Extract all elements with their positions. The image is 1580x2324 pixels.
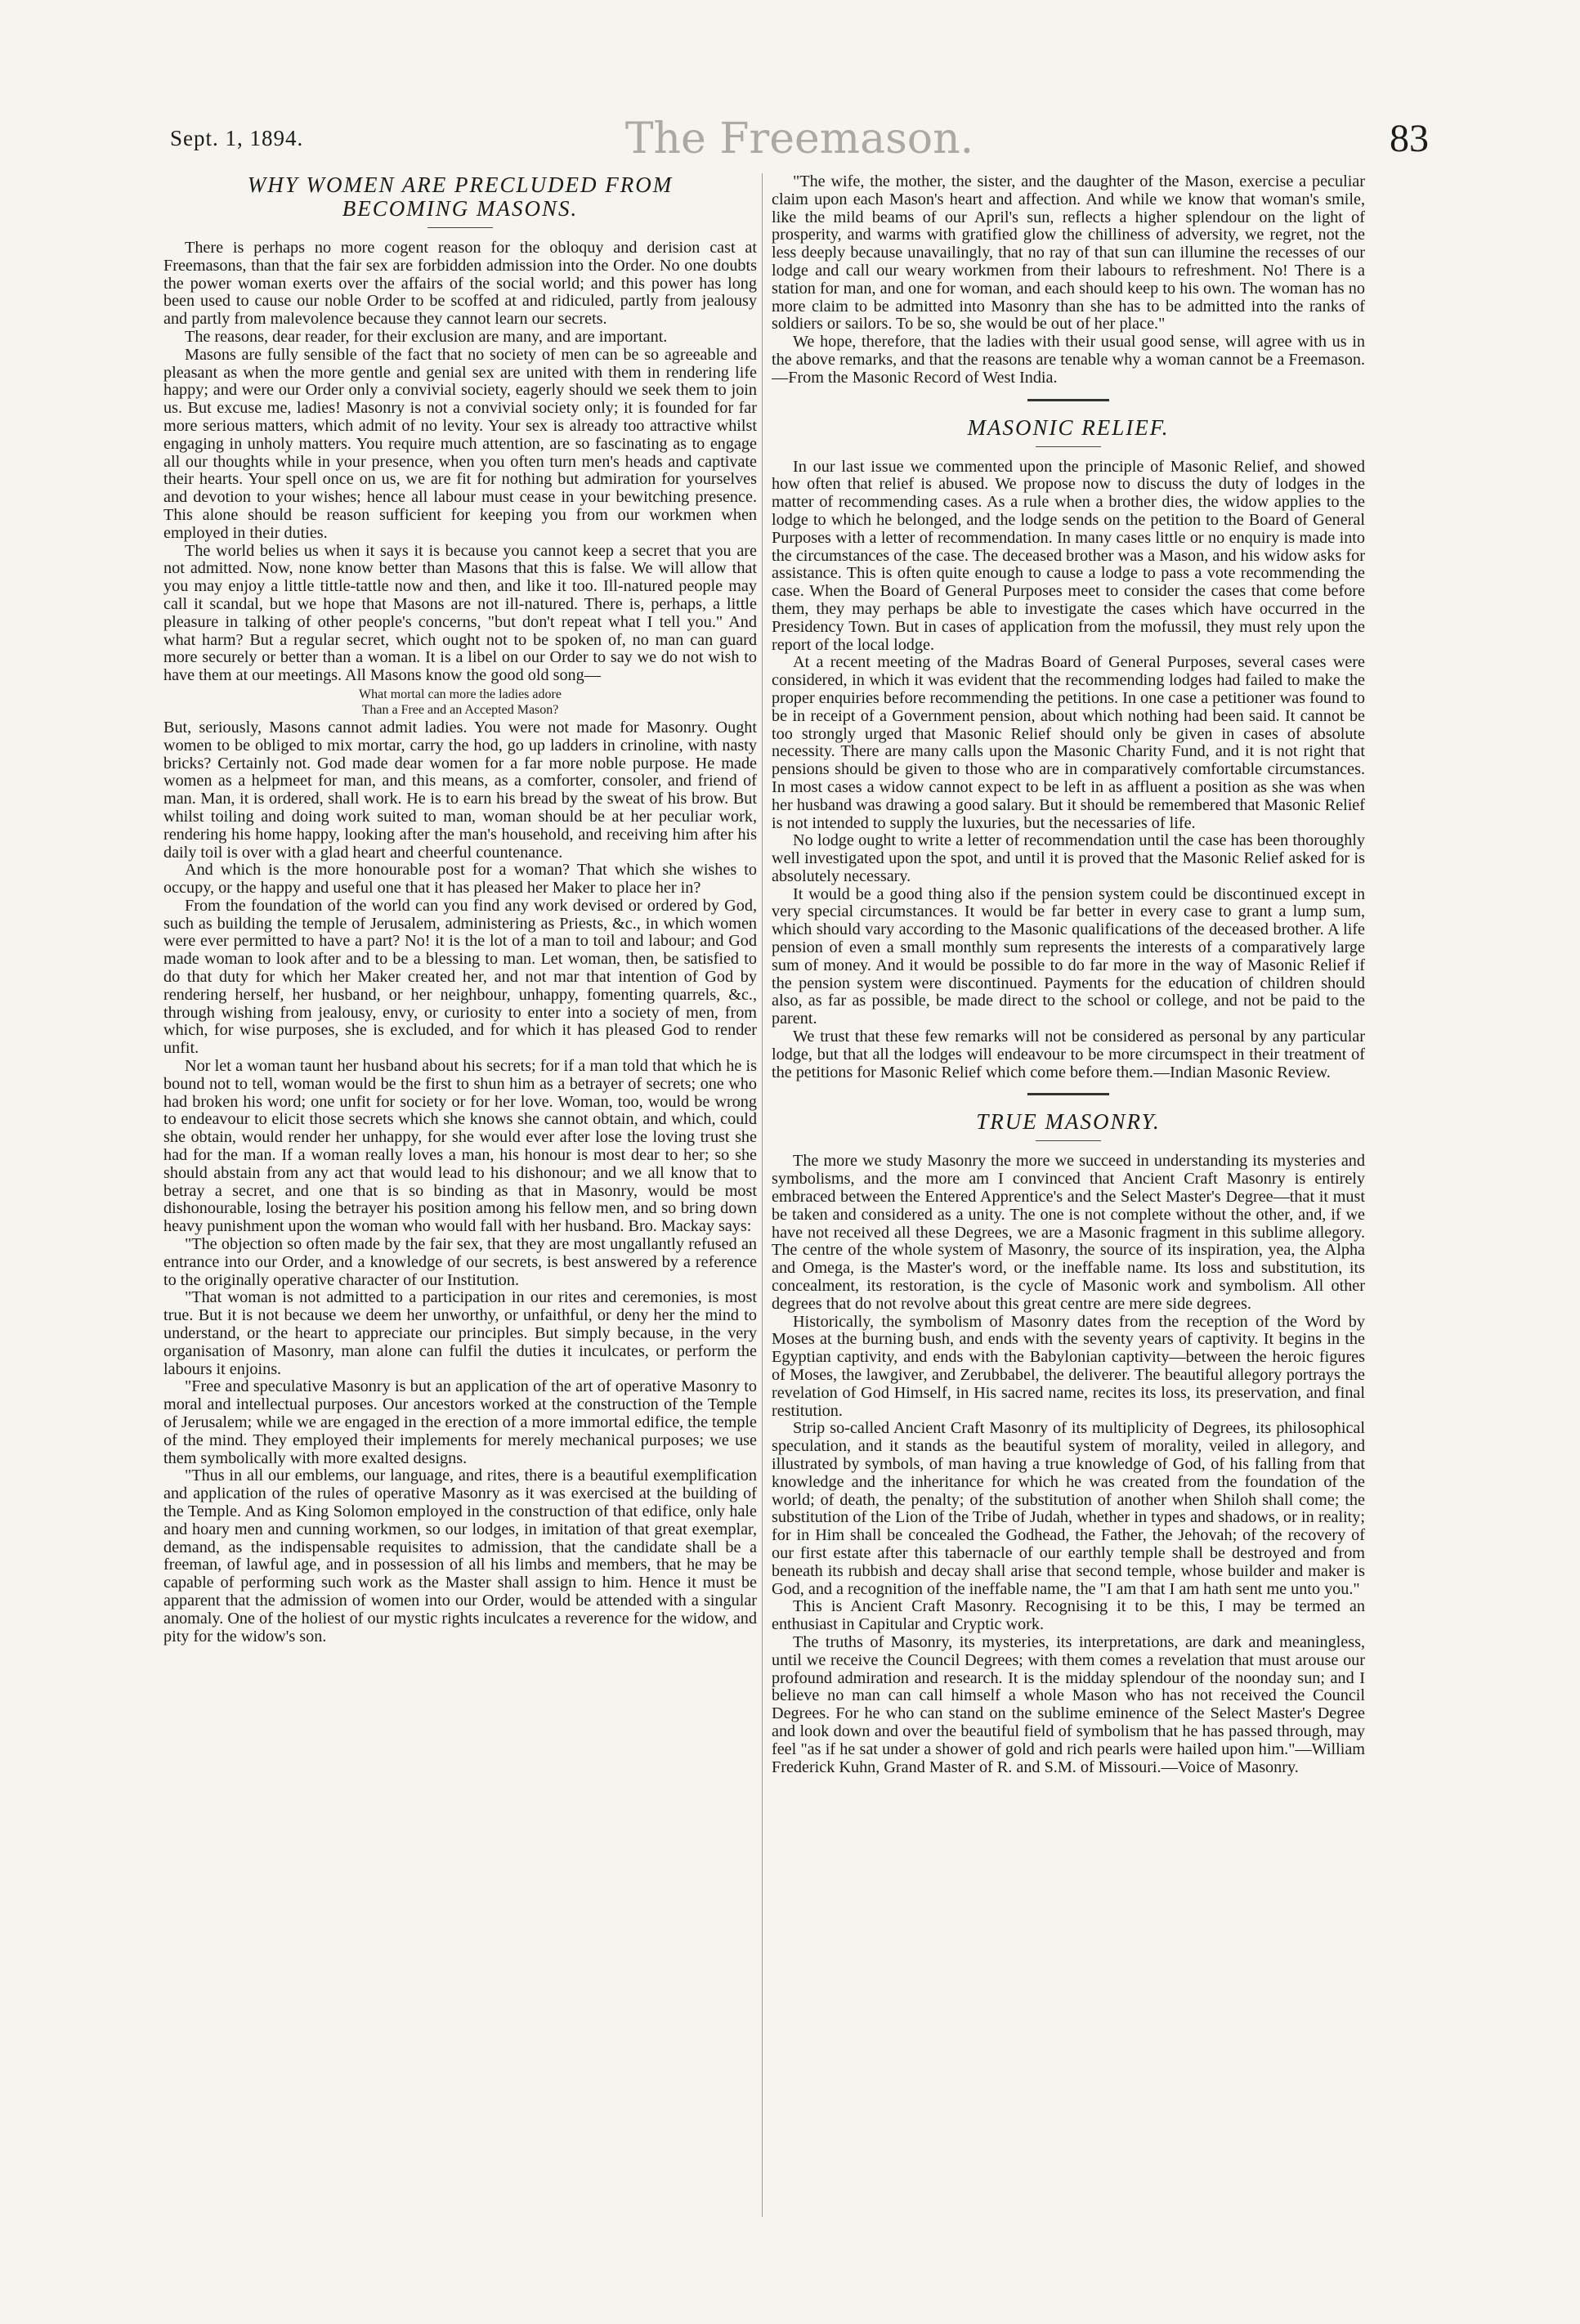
title-rule — [427, 227, 493, 228]
quote-paragraph: "The wife, the mother, the sister, and the daughter of the Mason, exercise a peculiar claim upon each Mason's heart and affection. And while we know that woman's smile, like the mild beams of our April's sun, reflects a higher splendour on the light of prosperity, and warms with gratified glow the chilliness of adversity, we regret, not the less deeply because unavailingly, that no ray of that sun can illumine the recesses of our lodge and call our weary workmen from their labours to refreshment. No! There is a station for man, and one for woman, and each should keep to his own. The woman has no more claim to be admitted into Masonry than she has to be admitted into the ranks of soldiers or sailors. To be so, she would be out of her place." — [772, 173, 1365, 334]
paragraph: In our last issue we commented upon the principle of Masonic Relief, and showed how often that relief is abused. We propose now to discuss the duty of lodges in the matter of recommending cases. As a rule when a brother dies, the widow applies to the lodge to which he belonged, and the lodge sends on the petition to the Board of General Purposes with a letter of recommendation. In many cases little or no enquiry is made into the circumstances of the case. The deceased brother was a Mason, and his widow asks for assistance. This is often quite enough to cause a lodge to pass a vote recommending the case. When the Board of General Purposes meet to consider the cases that come before them, they may perhaps be able to investigate the cases which have occurred in the Presidency Town. But in cases of application from the mofussil, they must rely upon the report of the local lodge. — [772, 457, 1365, 654]
column-divider — [762, 173, 763, 2217]
section-rule — [1027, 1093, 1109, 1095]
newspaper-title: The Freemason. — [624, 114, 974, 163]
paragraph: It would be a good thing also if the pension system could be discontinued except in very special circumstances. It would be far better in every case to grant a lump sum, which should vary according to the Masonic qualifications of the deceased brother. A life pension of even a small monthly sum represents the interests of a comparatively large sum of money. And it would be possible to do far more in the way of Masonic Relief if the pension system were discontinued. Payments for the education of children should also, as far as possible, be made direct to the school or college, and not be paid to the parent. — [772, 884, 1365, 1028]
article-title-masonic-relief: MASONIC RELIEF. — [967, 414, 1170, 440]
quote-paragraph: "Free and speculative Masonry is but an application of the art of operative Masonry to moral and intellectual purposes. Our ancestors worked at the construction of the Temple of Jerusalem; while we are engaged in the erection of a more immortal edifice, the temple of the mind. They employed their implements for merely mechanical purposes; we use them symbolically with more exalted designs. — [163, 1377, 757, 1467]
paragraph: No lodge ought to write a letter of recommendation until the case has been thoroughly well investigated upon the spot, and until it is proved that the Masonic Relief asked for is absolutely necessary. — [772, 831, 1365, 885]
paragraph: The reasons, dear reader, for their exclusion are many, and are important. — [185, 327, 668, 346]
article-title-true-masonry: TRUE MASONRY. — [976, 1109, 1161, 1135]
song-verse — [163, 687, 757, 718]
paragraph: We trust that these few remarks will not be considered as personal by any particular lodge, but that all the lodges will endeavour to be more circumspect in their treatment of the petitions for Masonic Relief which come before them.—Indian Masonic Review. — [772, 1028, 1365, 1081]
quote-paragraph: "Thus in all our emblems, our language, and rites, there is a beautiful exemplification and application of the rules of operative Masonry as it was exercised at the building of the Temple. And as King Solomon employed in the construction of that edifice, only hale and hoary men and cunning workmen, so our lodges, in imitation of that great exemplar, demand, as the indispensable requisites to admission, that the candidate shall be a freeman, of lawful age, and in possession of all his limbs and members, that he may be capable of performing such work as the Master shall assign to him. Hence it must be apparent that the admission of women into our Order, would be attended with a singular anomaly. One of the holiest of our mystic rights inculcates a reverence for the widow, and pity for the widow's son. — [163, 1466, 757, 1646]
title-rule — [1036, 1140, 1101, 1141]
article-title-why-women: WHY WOMEN ARE PRECLUDED FROM BECOMING MASONS. — [247, 173, 674, 221]
section-rule — [1027, 399, 1109, 401]
quote-paragraph: "That woman is not admitted to a participation in our rites and ceremonies, is most true. But it is not because we deem her unworthy, or unfaithful, or deny her the mind to understand, or the heart to appreciate our principles. But simply because, in the very organisation of Masonry, man alone can fulfil the duties it inculcates, or perform the labours it enjoins. — [163, 1288, 757, 1378]
paragraph: We hope, therefore, that the ladies with their usual good sense, will agree with us in the above remarks, and that the reasons are tenable why a woman cannot be a Freemason.—From the Masonic Record of West India. — [772, 333, 1365, 387]
left-column — [163, 173, 757, 2250]
paragraph: Masons are fully sensible of the fact that no society of men can be so agreeable and pleasant as when the more gentle and genial sex are united with them in rendering life happy; and were our Order only a convivial society, eagerly should we seek them to join us. But excuse me, ladies! Masonry is not a convivial society only; it is founded for far more serious matters, which admit of no levity. Your sex is already too attractive whilst engaging in unholy matters. You require much attention, are so fascinating as to engage all our thoughts while in your presence, when you often turn men's heads and captivate their hearts. Your spell once on us, we are fit for nothing but admiration for yourselves and devotion to your wishes; hence all labour must cease in your bewitching presence. This alone should be reason sufficient for keeping you from our workmen when employed in their duties. — [163, 345, 757, 542]
masthead — [170, 114, 1429, 167]
issue-date: Sept. 1, 1894. — [170, 126, 304, 150]
paragraph: From the foundation of the world can you find any work devised or ordered by God, such as building the temple of Jerusalem, administering as Priests, &c., in which women were ever permitted to have a part? No! it is the lot of a man to toil and labour; and God made woman to look after and to be a blessing to man. Let woman, then, be satisfied to do that duty for which her Maker created her, and not mar that intention of God by rendering herself, her husband, or her neighbour, unhappy, fomenting quarrels, &c., through wishing from jealousy, envy, or curiosity to enter into a society of men, from which, for wise purposes, she is excluded, and for which it has pleased God to render unfit. — [163, 896, 757, 1058]
paragraph: The world belies us when it says it is because you cannot keep a secret that you are not admitted. Now, none know better than Masons that this is false. We will allow that you may enjoy a little tittle-tattle now and then, and like it too. Ill-natured people may call it scandal, but we hope that Masons are not ill-natured. There is, perhaps, a little pleasure in talking of other people's concerns, "but don't repeat what I tell you." And what harm? But a regular secret, which ought not to be spoken of, no man can guard more securely or better than a woman. It is a libel on our Order to say we do not wish to have them at our meetings. All Masons know the good old song— — [163, 541, 757, 685]
quote-paragraph: "The objection so often made by the fair sex, that they are most ungallantly refused an entrance into our Order, and a knowledge of our secrets, is best answered by a reference to the originally operative character of our Institution. — [163, 1235, 757, 1289]
paragraph: Strip so-called Ancient Craft Masonry of its multiplicity of Degrees, its philosophical speculation, and it stands as the beautiful system of morality, veiled in allegory, and illustrated by symbols, of man having a true knowledge of God, of his falling from that knowledge and the inheritance for which he was created from the foundation of the world; of death, the penalty; of the substitution of another when Shiloh shall come; the substitution of the Lion of the Tribe of Judah, whether in types and shadows, or in reality; for in Him shall be concealed the Godhead, the Father, the Jehovah; of the recovery of our first estate after this tabernacle of our earthly temple shall be destroyed and from beneath its rubbish and decay shall arise that second temple, whose builder and maker is God, and a recognition of the ineffable name, the "I am that I am hath sent me unto you." — [772, 1419, 1365, 1598]
paragraph: The truths of Masonry, its mysteries, its interpretations, are dark and meaningless, until we receive the Council Degrees; with them comes a revelation that must arouse our profound admiration and research. It is the midday splendour of the noonday sun; and I believe no man can call himself a whole Mason who has not received the Council Degrees. For he who can stand on the sublime eminence of the Select Master's Degree and look down and over the beautiful field of symbolism that he has passed through, may feel "as if he sat under a shower of gold and rich pearls were hailed upon him."—William Frederick Kuhn, Grand Master of R. and S.M. of Missouri.—Voice of Masonry. — [772, 1632, 1365, 1776]
right-column — [772, 173, 1365, 2250]
verse-line: What mortal can more the ladies adore — [359, 687, 562, 701]
paragraph: This is Ancient Craft Masonry. Recognising it to be this, I may be termed an enthusiast in Capitular and Cryptic work. — [772, 1597, 1365, 1634]
paragraph: There is perhaps no more cogent reason for the obloquy and derision cast at Freemasons, than that the fair sex are forbidden admission into the Order. No one doubts the power woman exerts over the affairs of the social world; and this power has long been used to cause our noble Order to be scoffed at and ridiculed, partly from jealousy and partly from malevolence because they cannot learn our secrets. — [163, 239, 757, 329]
verse-line: Than a Free and an Accepted Mason? — [361, 702, 559, 717]
paragraph: And which is the more honourable post for a woman? That which she wishes to occupy, or the happy and useful one that it has pleased her Maker to place her in? — [163, 861, 757, 898]
paragraph: But, seriously, Masons cannot admit ladies. You were not made for Masonry. Ought women to be obliged to mix mortar, carry the hod, go up ladders in crinoline, with nasty bricks? Certainly not. God made dear women for a far more noble purpose. He made women as a helpmeet for man, and this means, as a comforter, consoler, and friend of man. Man, it is ordered, shall work. He is to earn his bread by the sweat of his brow. But whilst toiling and doing work suited to man, woman should be at her peculiar work, rendering his home happy, looking after the man's household, and receiving him after his daily toil is over with a glad heart and cheerful countenance. — [163, 718, 757, 862]
paragraph: At a recent meeting of the Madras Board of General Purposes, several cases were considered, in which it was evident that the recommending lodges had failed to make the proper enquiries before recommending the petitions. In one case a petitioner was found to be in receipt of a Government pension, about which nothing had been said. It cannot be too strongly urged that Masonic Relief should only be given in cases of absolute necessity. There are many calls upon the Masonic Charity Fund, and it is not right that pensions should be given to those who are in comparatively comfortable circumstances. In most cases a widow cannot expect to be left in as affluent a position as she was when her husband was drawing a good salary. But it should be remembered that Masonic Relief is not intended to supply the luxuries, but the necessaries of life. — [772, 653, 1365, 832]
paragraph: The more we study Masonry the more we succeed in understanding its mysteries and symbolisms, and the more am I convinced that Ancient Craft Masonry is entirely embraced between the Entered Apprentice's and the Select Master's Degree—that it must be taken and considered as a unity. The one is not complete without the other, and, if we have not received all these Degrees, we are a Masonic fragment in this sublime allegory. The centre of the whole system of Masonry, the source of its inspiration, yea, the Alpha and Omega, is the Master's word, or the ineffable name. Its loss and substitution, its concealment, its restoration, is the cycle of Masonic work and symbolism. All other degrees that do not revolve about this great centre are mere side degrees. — [772, 1152, 1365, 1313]
page-number: 83 — [1390, 117, 1429, 160]
paragraph: Historically, the symbolism of Masonry dates from the reception of the Word by Moses at the burning bush, and ends with the seventy years of captivity. It begins in the Egyptian captivity, and ends with the Babylonian captivity—between the heroic figures of Moses, the lawgiver, and Zerubbabel, the deliverer. The beautiful allegory portrays the revelation of God Himself, in His sacred name, recites its loss, its preservation, and final restitution. — [772, 1312, 1365, 1420]
title-rule — [1036, 446, 1101, 447]
paragraph: Nor let a woman taunt her husband about his secrets; for if a man told that which he is bound not to tell, woman would be the first to shun him as a betrayer of secrets; one who had broken his word; one unfit for society or for her love. Woman, too, would be wrong to endeavour to elicit those secrets which she knows she cannot obtain, and which, could she obtain, would render her unhappy, for she would ever after lose the loving trust she had for the man. If a woman really loves a man, his honour is most dear to her; so she should abstain from any act that would lead to his dishonour; and we all know that to betray a secret, and one that is so binding as that in Masonry, would be most dishonourable, losing the betrayer his position among his fellow men, and so bring down heavy punishment upon the woman who would fall with her husband. Bro. Mackay says: — [163, 1057, 757, 1236]
